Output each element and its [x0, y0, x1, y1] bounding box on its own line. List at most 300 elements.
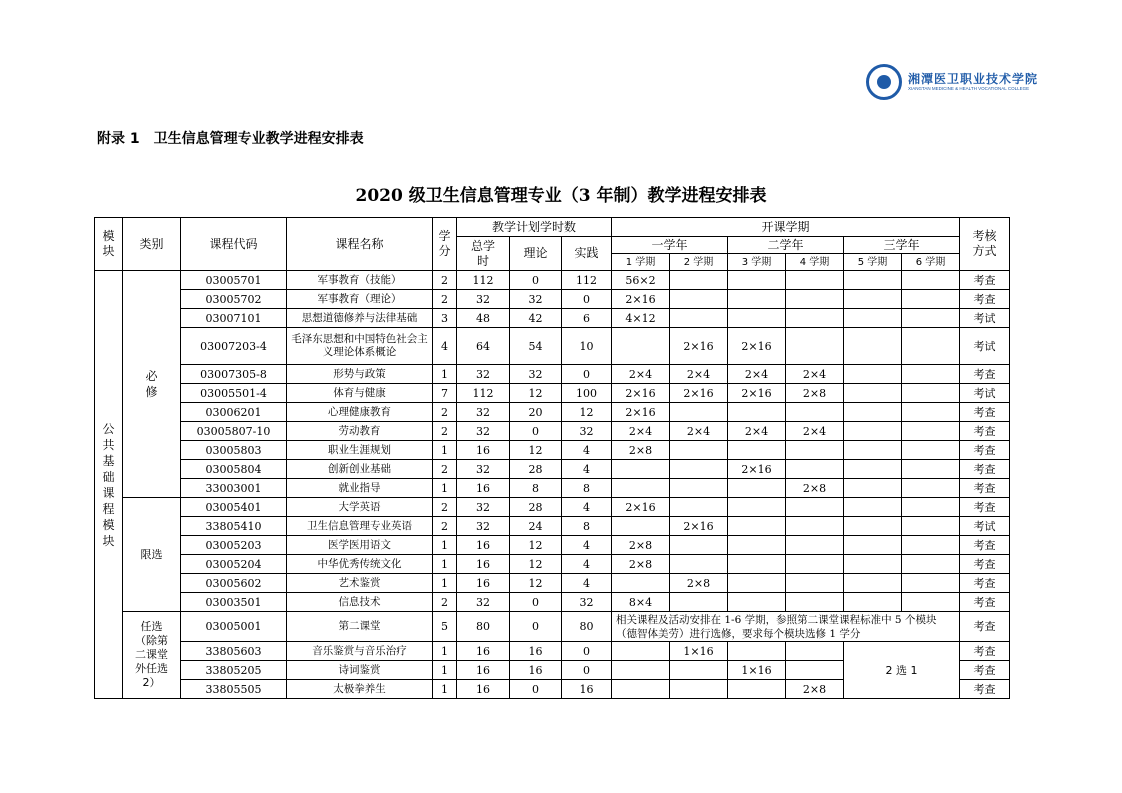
header-credit: 学 分	[433, 218, 457, 271]
course-code: 03005807-10	[181, 422, 287, 441]
course-name: 思想道德修养与法律基础	[287, 309, 433, 328]
semester-6-cell	[902, 403, 960, 422]
course-theory-hours: 28	[510, 498, 562, 517]
exam-method: 考查	[960, 479, 1010, 498]
table-row	[95, 328, 1010, 365]
course-code: 03007203-4	[181, 328, 287, 365]
exam-method: 考查	[960, 498, 1010, 517]
course-theory-hours: 28	[510, 460, 562, 479]
table-row	[95, 593, 1010, 612]
course-theory-hours: 0	[510, 271, 562, 290]
semester-2-cell	[670, 498, 728, 517]
course-code: 03005702	[181, 290, 287, 309]
semester-2-cell	[670, 403, 728, 422]
course-name: 形势与政策	[287, 365, 433, 384]
semester-2-cell	[670, 290, 728, 309]
header-name: 课程名称	[287, 218, 433, 271]
exam-method: 考查	[960, 422, 1010, 441]
semester-1-cell: 2×4	[612, 422, 670, 441]
course-total-hours: 48	[457, 309, 510, 328]
semester-5-cell	[844, 328, 902, 365]
group-limited: 限选	[123, 498, 181, 612]
semester-4-cell	[786, 517, 844, 536]
header-category: 类别	[123, 218, 181, 271]
header-code: 课程代码	[181, 218, 287, 271]
course-practice-hours: 0	[562, 290, 612, 309]
exam-method: 考查	[960, 680, 1010, 699]
semester-2-cell	[670, 593, 728, 612]
semester-3-cell	[728, 271, 786, 290]
course-total-hours: 16	[457, 555, 510, 574]
course-credit: 7	[433, 384, 457, 403]
course-credit: 1	[433, 536, 457, 555]
semester-5-cell	[844, 517, 902, 536]
table-row	[95, 365, 1010, 384]
semester-3-cell	[728, 441, 786, 460]
course-credit: 1	[433, 441, 457, 460]
semester-3-cell	[728, 574, 786, 593]
semester-5-cell	[844, 290, 902, 309]
course-name: 信息技术	[287, 593, 433, 612]
header-semester-4: 4 学期	[786, 254, 844, 271]
course-total-hours: 16	[457, 661, 510, 680]
course-name: 艺术鉴赏	[287, 574, 433, 593]
exam-method: 考查	[960, 574, 1010, 593]
table-row	[95, 422, 1010, 441]
semester-6-cell	[902, 384, 960, 403]
semester-3-cell: 1×16	[728, 661, 786, 680]
table-row	[95, 555, 1010, 574]
course-name: 医学医用语文	[287, 536, 433, 555]
course-name: 创新创业基础	[287, 460, 433, 479]
course-name: 心理健康教育	[287, 403, 433, 422]
semester-3-cell	[728, 536, 786, 555]
course-name: 毛泽东思想和中国特色社会主义理论体系概论	[287, 328, 433, 365]
semester-1-cell: 2×8	[612, 555, 670, 574]
course-code: 03005501-4	[181, 384, 287, 403]
semester-1-cell	[612, 661, 670, 680]
course-code: 03003501	[181, 593, 287, 612]
semester-5-cell	[844, 498, 902, 517]
course-practice-hours: 8	[562, 479, 612, 498]
course-practice-hours: 112	[562, 271, 612, 290]
course-theory-hours: 12	[510, 574, 562, 593]
semester-4-cell: 2×4	[786, 365, 844, 384]
course-theory-hours: 54	[510, 328, 562, 365]
semester-2-cell	[670, 536, 728, 555]
course-credit: 1	[433, 365, 457, 384]
exam-method: 考试	[960, 384, 1010, 403]
course-practice-hours: 0	[562, 365, 612, 384]
course-credit: 1	[433, 574, 457, 593]
course-credit: 1	[433, 555, 457, 574]
semester-4-cell: 2×8	[786, 479, 844, 498]
exam-method: 考查	[960, 271, 1010, 290]
course-practice-hours: 100	[562, 384, 612, 403]
semester-6-cell	[902, 517, 960, 536]
course-theory-hours: 12	[510, 536, 562, 555]
course-practice-hours: 32	[562, 593, 612, 612]
semester-5-cell	[844, 536, 902, 555]
module-label: 公 共 基 础 课 程 模 块	[95, 271, 123, 699]
semester-3-cell	[728, 309, 786, 328]
semester-6-cell	[902, 574, 960, 593]
course-total-hours: 32	[457, 593, 510, 612]
semester-3-cell	[728, 479, 786, 498]
table-row	[95, 441, 1010, 460]
course-code: 03005602	[181, 574, 287, 593]
course-credit: 4	[433, 328, 457, 365]
table-row	[95, 642, 1010, 661]
semester-6-cell	[902, 593, 960, 612]
semester-3-cell: 2×16	[728, 384, 786, 403]
semester-2-cell	[670, 309, 728, 328]
semester-2-cell: 2×16	[670, 517, 728, 536]
course-practice-hours: 80	[562, 612, 612, 642]
semester-1-cell: 8×4	[612, 593, 670, 612]
header-total: 总学 时	[457, 237, 510, 271]
semester-2-cell	[670, 680, 728, 699]
course-theory-hours: 0	[510, 593, 562, 612]
table-title: 2020 级卫生信息管理专业（3 年制）教学进程安排表	[355, 186, 767, 206]
course-theory-hours: 0	[510, 612, 562, 642]
table-row	[95, 498, 1010, 517]
header-theory: 理论	[510, 237, 562, 271]
semester-1-cell	[612, 642, 670, 661]
course-credit: 1	[433, 661, 457, 680]
semester-6-cell	[902, 271, 960, 290]
course-total-hours: 32	[457, 460, 510, 479]
course-credit: 2	[433, 271, 457, 290]
second-classroom-note: 相关课程及活动安排在 1-6 学期，参照第二课堂课程标准中 5 个模块（德智体美劳）进行选修，要求每个模块选修 1 学分	[612, 612, 960, 642]
course-practice-hours: 32	[562, 422, 612, 441]
course-theory-hours: 12	[510, 441, 562, 460]
semester-1-cell	[612, 460, 670, 479]
header-exam: 考核 方式	[960, 218, 1010, 271]
semester-1-cell	[612, 517, 670, 536]
semester-1-cell: 2×4	[612, 365, 670, 384]
course-credit: 2	[433, 403, 457, 422]
course-credit: 5	[433, 612, 457, 642]
header-semester-6: 6 学期	[902, 254, 960, 271]
semester-1-cell: 4×12	[612, 309, 670, 328]
exam-method: 考查	[960, 642, 1010, 661]
semester-3-cell: 2×4	[728, 365, 786, 384]
course-total-hours: 16	[457, 441, 510, 460]
semester-2-cell: 2×4	[670, 365, 728, 384]
semester-4-cell	[786, 593, 844, 612]
table-row	[95, 309, 1010, 328]
course-total-hours: 16	[457, 642, 510, 661]
course-practice-hours: 4	[562, 498, 612, 517]
semester-2-cell	[670, 479, 728, 498]
semester-3-cell: 2×16	[728, 460, 786, 479]
course-code: 03007305-8	[181, 365, 287, 384]
semester-4-cell	[786, 460, 844, 479]
semester-2-cell	[670, 661, 728, 680]
semester-5-cell	[844, 403, 902, 422]
course-name: 军事教育（理论）	[287, 290, 433, 309]
course-total-hours: 80	[457, 612, 510, 642]
table-row	[95, 271, 1010, 290]
course-credit: 3	[433, 309, 457, 328]
course-code: 03005203	[181, 536, 287, 555]
course-name: 音乐鉴赏与音乐治疗	[287, 642, 433, 661]
header-semester-5: 5 学期	[844, 254, 902, 271]
semester-1-cell	[612, 574, 670, 593]
course-theory-hours: 16	[510, 661, 562, 680]
semester-5-cell	[844, 574, 902, 593]
course-name: 卫生信息管理专业英语	[287, 517, 433, 536]
course-code: 03005001	[181, 612, 287, 642]
semester-4-cell	[786, 498, 844, 517]
course-credit: 2	[433, 517, 457, 536]
header-semesters: 开课学期	[612, 218, 960, 237]
course-theory-hours: 8	[510, 479, 562, 498]
semester-4-cell	[786, 555, 844, 574]
course-total-hours: 16	[457, 479, 510, 498]
table-row	[95, 403, 1010, 422]
header-module: 模 块	[95, 218, 123, 271]
semester-2-cell: 1×16	[670, 642, 728, 661]
semester-2-cell	[670, 555, 728, 574]
exam-method: 考试	[960, 309, 1010, 328]
course-credit: 1	[433, 680, 457, 699]
course-code: 03006201	[181, 403, 287, 422]
semester-6-cell	[902, 290, 960, 309]
semester-4-cell	[786, 290, 844, 309]
semester-4-cell	[786, 309, 844, 328]
course-total-hours: 64	[457, 328, 510, 365]
semester-2-cell: 2×16	[670, 384, 728, 403]
semester-5-cell	[844, 271, 902, 290]
group-optional: 任选 （除第 二课堂 外任选 2）	[123, 612, 181, 699]
table-row	[95, 574, 1010, 593]
semester-1-cell	[612, 328, 670, 365]
course-code: 03007101	[181, 309, 287, 328]
semester-6-cell	[902, 441, 960, 460]
semester-6-cell	[902, 479, 960, 498]
exam-method: 考查	[960, 441, 1010, 460]
semester-6-cell	[902, 460, 960, 479]
course-credit: 2	[433, 460, 457, 479]
course-total-hours: 32	[457, 403, 510, 422]
semester-6-cell	[902, 328, 960, 365]
semester-3-cell	[728, 680, 786, 699]
semester-1-cell	[612, 680, 670, 699]
college-name-en: XIANGTAN MEDICINE & HEALTH VOCATIONAL COLLEGE	[908, 86, 1030, 91]
course-credit: 2	[433, 498, 457, 517]
course-code: 03005701	[181, 271, 287, 290]
exam-method: 考查	[960, 555, 1010, 574]
semester-2-cell	[670, 441, 728, 460]
course-total-hours: 32	[457, 290, 510, 309]
header-practice: 实践	[562, 237, 612, 271]
schedule-table	[94, 217, 1010, 699]
semester-4-cell	[786, 642, 844, 661]
course-total-hours: 16	[457, 680, 510, 699]
course-theory-hours: 32	[510, 290, 562, 309]
course-practice-hours: 12	[562, 403, 612, 422]
exam-method: 考查	[960, 593, 1010, 612]
course-practice-hours: 4	[562, 460, 612, 479]
semester-3-cell: 2×4	[728, 422, 786, 441]
course-practice-hours: 16	[562, 680, 612, 699]
course-name: 大学英语	[287, 498, 433, 517]
semester-4-cell: 2×8	[786, 680, 844, 699]
semester-2-cell: 2×4	[670, 422, 728, 441]
course-code: 03005803	[181, 441, 287, 460]
appendix-heading: 附录 1 卫生信息管理专业教学进程安排表	[97, 131, 364, 147]
semester-6-cell	[902, 422, 960, 441]
semester-5-cell	[844, 422, 902, 441]
course-theory-hours: 0	[510, 422, 562, 441]
header-year2: 二学年	[728, 237, 844, 254]
header-year3: 三学年	[844, 237, 960, 254]
semester-2-cell: 2×16	[670, 328, 728, 365]
course-total-hours: 16	[457, 536, 510, 555]
course-total-hours: 32	[457, 517, 510, 536]
semester-3-cell	[728, 290, 786, 309]
course-credit: 2	[433, 422, 457, 441]
table-row	[95, 612, 1010, 642]
semester-1-cell: 2×16	[612, 403, 670, 422]
semester-2-cell	[670, 271, 728, 290]
course-practice-hours: 4	[562, 536, 612, 555]
course-name: 诗词鉴赏	[287, 661, 433, 680]
course-code: 03005401	[181, 498, 287, 517]
course-practice-hours: 4	[562, 441, 612, 460]
college-logo	[866, 64, 1046, 104]
course-theory-hours: 24	[510, 517, 562, 536]
group-required: 必 修	[123, 271, 181, 498]
semester-3-cell	[728, 403, 786, 422]
exam-method: 考查	[960, 403, 1010, 422]
table-row	[95, 460, 1010, 479]
header-semester-1: 1 学期	[612, 254, 670, 271]
course-total-hours: 32	[457, 365, 510, 384]
course-theory-hours: 16	[510, 642, 562, 661]
semester-5-cell	[844, 441, 902, 460]
course-theory-hours: 20	[510, 403, 562, 422]
semester-4-cell: 2×8	[786, 384, 844, 403]
semester-3-cell: 2×16	[728, 328, 786, 365]
header-semester-3: 3 学期	[728, 254, 786, 271]
course-credit: 1	[433, 479, 457, 498]
semester-6-cell	[902, 555, 960, 574]
course-name: 第二课堂	[287, 612, 433, 642]
course-code: 03005204	[181, 555, 287, 574]
course-theory-hours: 12	[510, 384, 562, 403]
course-credit: 2	[433, 290, 457, 309]
table-row	[95, 517, 1010, 536]
course-credit: 1	[433, 642, 457, 661]
semester-5-cell	[844, 593, 902, 612]
header-hours: 教学计划学时数	[457, 218, 612, 237]
course-code: 33805505	[181, 680, 287, 699]
course-credit: 2	[433, 593, 457, 612]
course-theory-hours: 42	[510, 309, 562, 328]
course-theory-hours: 32	[510, 365, 562, 384]
semester-4-cell	[786, 403, 844, 422]
semester-1-cell: 2×8	[612, 441, 670, 460]
college-emblem-icon	[866, 64, 902, 100]
semester-5-cell	[844, 555, 902, 574]
college-name-cn: 湘潭医卫职业技术学院	[908, 72, 1039, 86]
semester-4-cell	[786, 271, 844, 290]
course-theory-hours: 12	[510, 555, 562, 574]
choose-note: 2 选 1	[844, 642, 960, 699]
exam-method: 考查	[960, 365, 1010, 384]
course-practice-hours: 8	[562, 517, 612, 536]
semester-3-cell	[728, 593, 786, 612]
semester-6-cell	[902, 498, 960, 517]
semester-2-cell	[670, 460, 728, 479]
course-name: 职业生涯规划	[287, 441, 433, 460]
course-practice-hours: 10	[562, 328, 612, 365]
course-practice-hours: 4	[562, 574, 612, 593]
course-practice-hours: 6	[562, 309, 612, 328]
course-code: 03005804	[181, 460, 287, 479]
semester-5-cell	[844, 309, 902, 328]
course-code: 33805603	[181, 642, 287, 661]
semester-4-cell	[786, 536, 844, 555]
semester-1-cell: 56×2	[612, 271, 670, 290]
course-name: 中华优秀传统文化	[287, 555, 433, 574]
exam-method: 考查	[960, 460, 1010, 479]
semester-1-cell: 2×16	[612, 384, 670, 403]
course-name: 就业指导	[287, 479, 433, 498]
semester-3-cell	[728, 642, 786, 661]
course-total-hours: 112	[457, 384, 510, 403]
header-year1: 一学年	[612, 237, 728, 254]
course-practice-hours: 0	[562, 661, 612, 680]
course-name: 劳动教育	[287, 422, 433, 441]
semester-4-cell	[786, 661, 844, 680]
semester-5-cell	[844, 460, 902, 479]
course-total-hours: 32	[457, 498, 510, 517]
table-row	[95, 479, 1010, 498]
semester-6-cell	[902, 309, 960, 328]
exam-method: 考查	[960, 661, 1010, 680]
table-row	[95, 290, 1010, 309]
course-theory-hours: 0	[510, 680, 562, 699]
course-total-hours: 32	[457, 422, 510, 441]
exam-method: 考试	[960, 328, 1010, 365]
semester-2-cell: 2×8	[670, 574, 728, 593]
semester-3-cell	[728, 498, 786, 517]
semester-4-cell	[786, 328, 844, 365]
course-code: 33003001	[181, 479, 287, 498]
semester-1-cell: 2×8	[612, 536, 670, 555]
table-row	[95, 536, 1010, 555]
course-total-hours: 112	[457, 271, 510, 290]
course-total-hours: 16	[457, 574, 510, 593]
semester-4-cell	[786, 441, 844, 460]
course-practice-hours: 0	[562, 642, 612, 661]
exam-method: 考查	[960, 290, 1010, 309]
exam-method: 考查	[960, 612, 1010, 642]
semester-3-cell	[728, 555, 786, 574]
header-semester-2: 2 学期	[670, 254, 728, 271]
semester-6-cell	[902, 365, 960, 384]
course-name: 军事教育（技能）	[287, 271, 433, 290]
exam-method: 考试	[960, 517, 1010, 536]
course-name: 体育与健康	[287, 384, 433, 403]
semester-1-cell: 2×16	[612, 498, 670, 517]
semester-1-cell	[612, 479, 670, 498]
semester-5-cell	[844, 365, 902, 384]
